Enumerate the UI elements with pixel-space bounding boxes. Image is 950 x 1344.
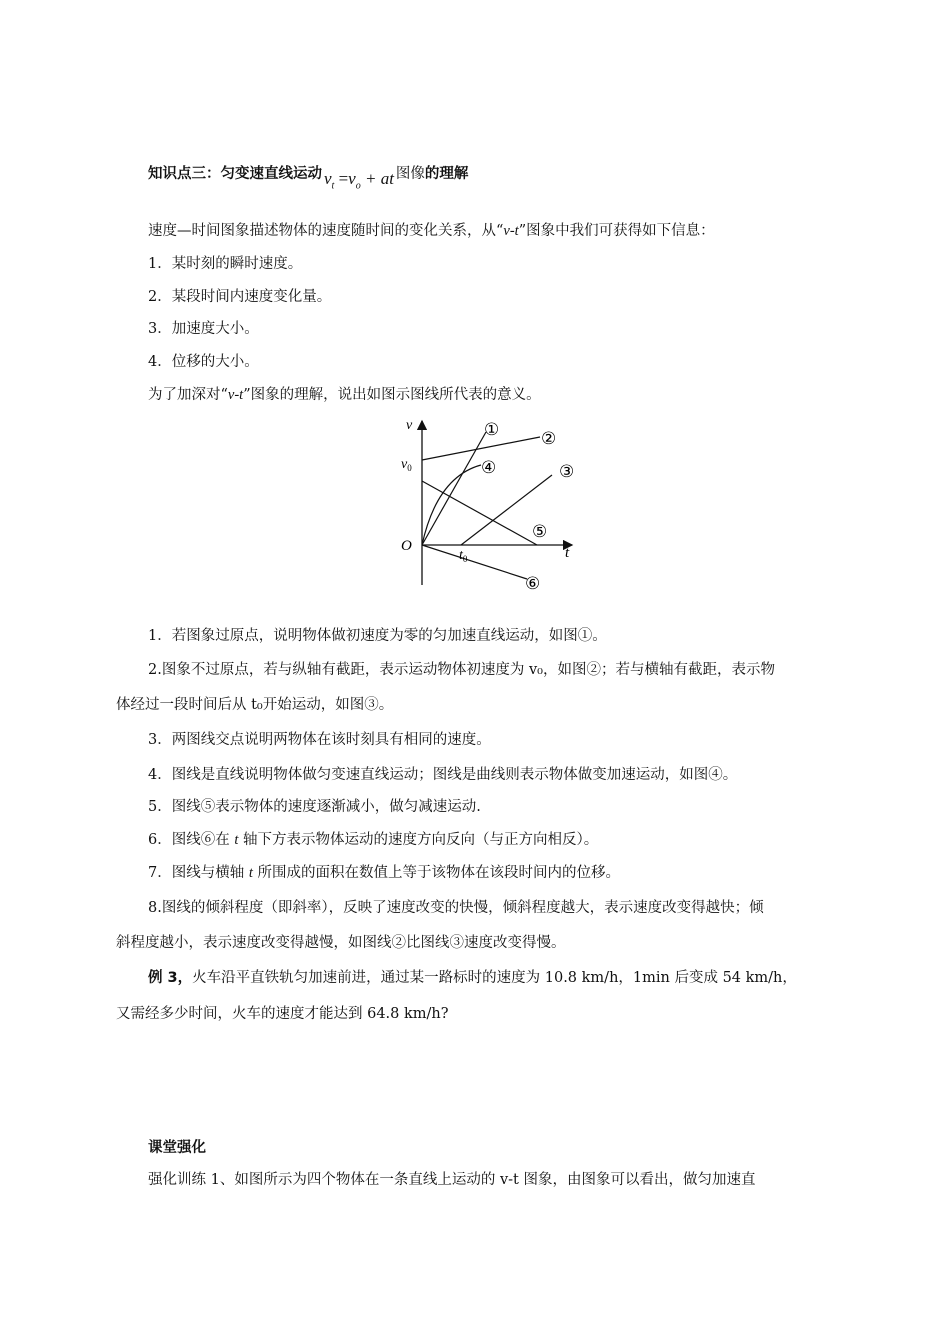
line-label-6: ⑥ xyxy=(525,574,541,593)
heading-formula: $v_t =v_o$ + at xyxy=(324,169,394,192)
axis-t-label: t xyxy=(565,545,570,561)
v0-label: $v_0$ xyxy=(401,457,412,473)
point-8a: 8.图线的倾斜程度（即斜率），反映了速度改变的快慢，倾斜程度越大，表示速度改变得越快；倾 xyxy=(148,900,764,916)
heading-prefix: 知识点三：匀变速直线运动 xyxy=(148,166,322,182)
graph-curve-4 xyxy=(422,465,481,545)
deepen-paragraph: 为了加深对“v-t”图象的理解，说出如图示图线所代表的意义。 xyxy=(148,387,541,403)
example-label: 例 3， xyxy=(148,970,193,986)
line-label-4: ④ xyxy=(481,458,497,477)
point-2a: 2.图象不过原点，若与纵轴有截距，表示运动物体初速度为 v₀，如图②；若与横轴有截距，表示物 xyxy=(148,662,775,678)
point-4: 4．图线是直线说明物体做匀变速直线运动；图线是曲线则表示物体做变加速运动，如图④。 xyxy=(148,767,738,783)
origin-label: O xyxy=(401,538,412,554)
point-7: 7．图线与横轴 t 所围成的面积在数值上等于该物体在该段时间内的位移。 xyxy=(148,865,620,881)
info-item-2: 2．某段时间内速度变化量。 xyxy=(148,289,332,305)
info-item-3: 3．加速度大小。 xyxy=(148,321,259,337)
example-3: 例 3，火车沿平直铁轨匀加速前进，通过某一路标时的速度为 10.8 km/h，1min 后变成 54 km/h， xyxy=(148,970,797,986)
line-label-5: ⑤ xyxy=(532,522,548,541)
point-8b: 斜程度越小，表示速度改变得越慢，如图线②比图线③速度改变得慢。 xyxy=(116,935,566,951)
vt-graph-figure xyxy=(395,415,595,595)
graph-line-5 xyxy=(422,481,537,545)
point-2b: 体经过一段时间后从 t₀开始运动，如图③。 xyxy=(116,697,394,713)
example-3-line2: 又需经多少时间，火车的速度才能达到 64.8 km/h? xyxy=(116,1006,449,1022)
axis-v-label: v xyxy=(406,418,413,433)
info-item-4: 4．位移的大小。 xyxy=(148,354,259,370)
line-label-2: ② xyxy=(541,429,557,448)
section-heading xyxy=(148,163,468,190)
intro-paragraph: 速度—时间图象描述物体的速度随时间的变化关系，从“v-t”图象中我们可获得如下信息： xyxy=(148,223,715,239)
t0-label: $t_0$ xyxy=(459,548,468,564)
classroom-title: 课堂强化 xyxy=(148,1140,206,1156)
point-5: 5．图线⑤表示物体的速度逐渐减小，做匀减速运动. xyxy=(148,799,481,815)
classroom-line-1: 强化训练 1、如图所示为四个物体在一条直线上运动的 v-t 图象，由图象可以看出，做匀加速直 xyxy=(148,1172,756,1188)
heading-suffix-normal: 图像 xyxy=(395,166,425,182)
point-3: 3．两图线交点说明两物体在该时刻具有相同的速度。 xyxy=(148,732,491,748)
point-1: 1．若图象过原点，说明物体做初速度为零的匀加速直线运动，如图①。 xyxy=(148,628,607,644)
line-label-1: ① xyxy=(484,420,500,439)
info-item-1: 1．某时刻的瞬时速度。 xyxy=(148,256,303,272)
point-6: 6．图线⑥在 t 轴下方表示物体运动的速度方向反向（与正方向相反）。 xyxy=(148,832,599,848)
heading-suffix-bold: 的理解 xyxy=(424,166,469,182)
line-label-3: ③ xyxy=(559,462,575,481)
graph-line-6 xyxy=(422,545,527,579)
